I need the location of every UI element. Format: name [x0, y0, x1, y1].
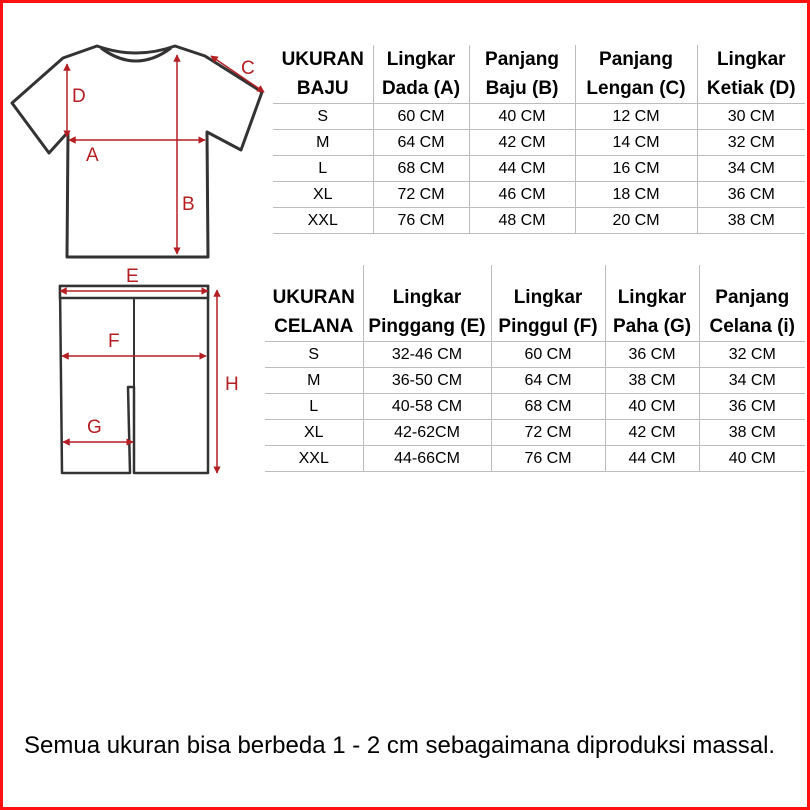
shirt-outline: [12, 46, 262, 257]
table-cell: 60 CM: [373, 104, 469, 130]
table-cell: 38 CM: [699, 420, 805, 446]
shirt-header-chest: Lingkar Dada (A): [373, 45, 469, 104]
table-cell: 38 CM: [697, 208, 805, 234]
table-cell: 32 CM: [697, 130, 805, 156]
table-cell: XXL: [273, 208, 373, 234]
table-row: [265, 394, 805, 420]
pants-header-length: Panjang Celana (i): [699, 265, 805, 342]
pants-waistband: [60, 286, 208, 298]
table-cell: 36 CM: [605, 342, 699, 368]
table-cell: 42 CM: [469, 130, 575, 156]
table-cell: 36 CM: [697, 182, 805, 208]
pants-size-table: [265, 265, 805, 472]
variance-note: Semua ukuran bisa berbeda 1 - 2 cm sebagaimana diproduksi massal.: [24, 732, 776, 759]
table-cell: M: [265, 368, 363, 394]
table-row: [273, 104, 805, 130]
table-cell: 60 CM: [491, 342, 605, 368]
table-cell: 12 CM: [575, 104, 697, 130]
label-c: C: [241, 58, 255, 79]
shirt-size-table: [273, 45, 805, 234]
table-row: [265, 420, 805, 446]
table-cell: 42-62CM: [363, 420, 491, 446]
table-cell: 36-50 CM: [363, 368, 491, 394]
pants-header-waist: Lingkar Pinggang (E): [363, 265, 491, 342]
table-cell: 32 CM: [699, 342, 805, 368]
table-cell: 44 CM: [605, 446, 699, 472]
table-cell: 64 CM: [373, 130, 469, 156]
table-row: [273, 156, 805, 182]
label-e: E: [126, 266, 139, 287]
table-cell: XL: [273, 182, 373, 208]
table-cell: 30 CM: [697, 104, 805, 130]
table-cell: 48 CM: [469, 208, 575, 234]
pants-diagram: [50, 262, 250, 482]
table-cell: M: [273, 130, 373, 156]
shirt-header-length: Panjang Baju (B): [469, 45, 575, 104]
shirt-header-sleeve: Panjang Lengan (C): [575, 45, 697, 104]
label-a: A: [86, 145, 99, 166]
table-cell: 42 CM: [605, 420, 699, 446]
label-g: G: [87, 417, 102, 438]
table-cell: 76 CM: [373, 208, 469, 234]
table-cell: 40 CM: [469, 104, 575, 130]
table-cell: XXL: [265, 446, 363, 472]
table-cell: 18 CM: [575, 182, 697, 208]
table-cell: 14 CM: [575, 130, 697, 156]
table-row: [265, 342, 805, 368]
shirt-diagram: [5, 40, 275, 270]
table-row: [273, 182, 805, 208]
table-cell: 40-58 CM: [363, 394, 491, 420]
table-row: [265, 368, 805, 394]
table-cell: 68 CM: [491, 394, 605, 420]
table-cell: 34 CM: [699, 368, 805, 394]
table-cell: 16 CM: [575, 156, 697, 182]
shirt-header-size: UKURAN BAJU: [273, 45, 373, 104]
table-cell: 76 CM: [491, 446, 605, 472]
table-cell: 72 CM: [373, 182, 469, 208]
label-f: F: [108, 331, 120, 352]
table-cell: S: [265, 342, 363, 368]
table-cell: 20 CM: [575, 208, 697, 234]
pants-header-row: [265, 265, 805, 342]
table-cell: XL: [265, 420, 363, 446]
shirt-header-row: [273, 45, 805, 104]
pants-header-thigh: Lingkar Paha (G): [605, 265, 699, 342]
pants-header-size: UKURAN CELANA: [265, 265, 363, 342]
label-d: D: [72, 86, 86, 107]
table-cell: 32-46 CM: [363, 342, 491, 368]
table-cell: S: [273, 104, 373, 130]
table-cell: 40 CM: [605, 394, 699, 420]
table-cell: 38 CM: [605, 368, 699, 394]
table-cell: 64 CM: [491, 368, 605, 394]
table-cell: L: [273, 156, 373, 182]
table-cell: 72 CM: [491, 420, 605, 446]
table-cell: 44 CM: [469, 156, 575, 182]
table-row: [273, 208, 805, 234]
table-cell: L: [265, 394, 363, 420]
table-cell: 68 CM: [373, 156, 469, 182]
pants-header-hip: Lingkar Pinggul (F): [491, 265, 605, 342]
table-row: [273, 130, 805, 156]
table-row: [265, 446, 805, 472]
table-cell: 46 CM: [469, 182, 575, 208]
table-cell: 34 CM: [697, 156, 805, 182]
table-cell: 40 CM: [699, 446, 805, 472]
shirt-header-armhole: Lingkar Ketiak (D): [697, 45, 805, 104]
table-cell: 36 CM: [699, 394, 805, 420]
label-b: B: [182, 194, 195, 215]
table-cell: 44-66CM: [363, 446, 491, 472]
label-h: H: [225, 374, 239, 395]
